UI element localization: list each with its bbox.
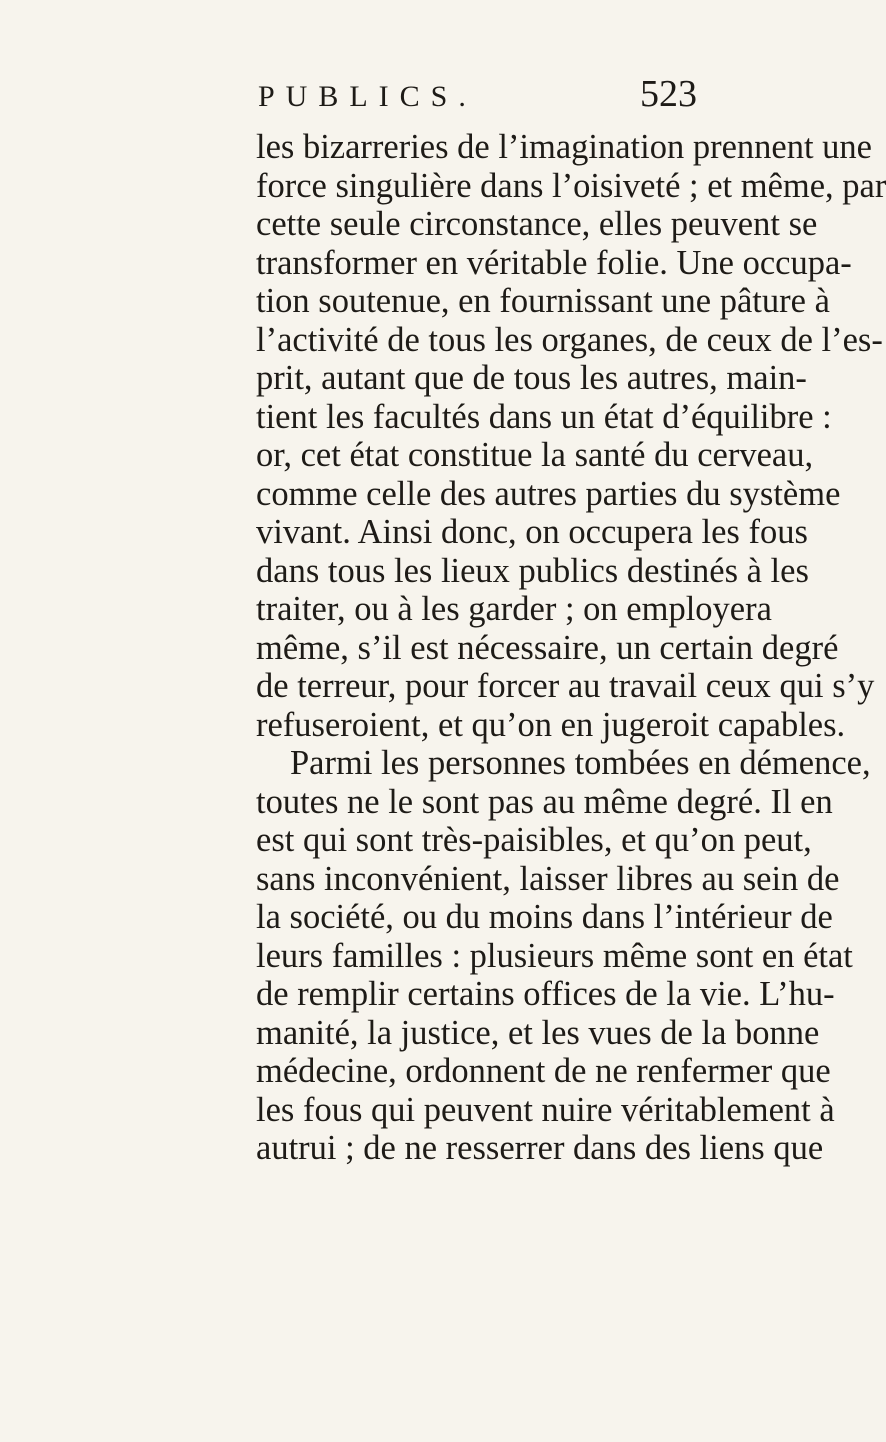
text-line: tion soutenue, en fournissant une pâture à <box>256 282 830 320</box>
text-line: sans inconvénient, laisser libres au sein de <box>256 859 840 898</box>
text-line: manité, la justice, et les vues de la bonne <box>256 1013 820 1052</box>
text-line: l’activité de tous les organes, de ceux de l’es- <box>256 320 883 359</box>
text-line: prit, autant que de tous les autres, main- <box>256 359 807 397</box>
text-line: transformer en véritable folie. Une occupa- <box>256 243 852 282</box>
text-line: cette seule circonstance, elles peuvent se <box>256 205 818 243</box>
text-line: traiter, ou à les garder ; on employera <box>256 590 772 628</box>
text-line: les fous qui peuvent nuire véritablement à <box>256 1090 835 1129</box>
text-line: de terreur, pour forcer au travail ceux qui s’y <box>256 667 875 705</box>
text-line: médecine, ordonnent de ne renfermer que <box>256 1052 831 1090</box>
running-title: PUBLICS. <box>258 80 477 113</box>
text-line: comme celle des autres parties du système <box>256 474 841 513</box>
text-line: de remplir certains offices de la vie. L’hu- <box>256 975 835 1013</box>
text-line: refuseroient, et qu’on en jugeroit capables. <box>256 705 846 744</box>
text-line: vivant. Ainsi donc, on occupera les fous <box>256 513 808 551</box>
text-line: dans tous les lieux publics destinés à les <box>256 551 809 590</box>
text-line: leurs familles : plusieurs même sont en état <box>256 936 853 975</box>
text-line: même, s’il est nécessaire, un certain degré <box>256 628 839 667</box>
text-line: la société, ou du moins dans l’intérieur de <box>256 898 833 936</box>
paragraph-first-line: Parmi les personnes tombées en démence, <box>290 744 871 782</box>
text-line: tient les facultés dans un état d’équilibre : <box>256 397 832 436</box>
text-line: force singulière dans l’oisiveté ; et même, par <box>256 166 886 205</box>
text-line: est qui sont très-paisibles, et qu’on peut, <box>256 821 812 859</box>
text-line: autrui ; de ne resserrer dans des liens que <box>256 1129 824 1167</box>
page-number: 523 <box>640 73 697 115</box>
text-line: toutes ne le sont pas au même degré. Il en <box>256 782 833 821</box>
running-head <box>0 72 800 122</box>
text-line: or, cet état constitue la santé du cerveau, <box>256 436 814 474</box>
text-line: les bizarreries de l’imagination prennent une <box>256 128 872 166</box>
